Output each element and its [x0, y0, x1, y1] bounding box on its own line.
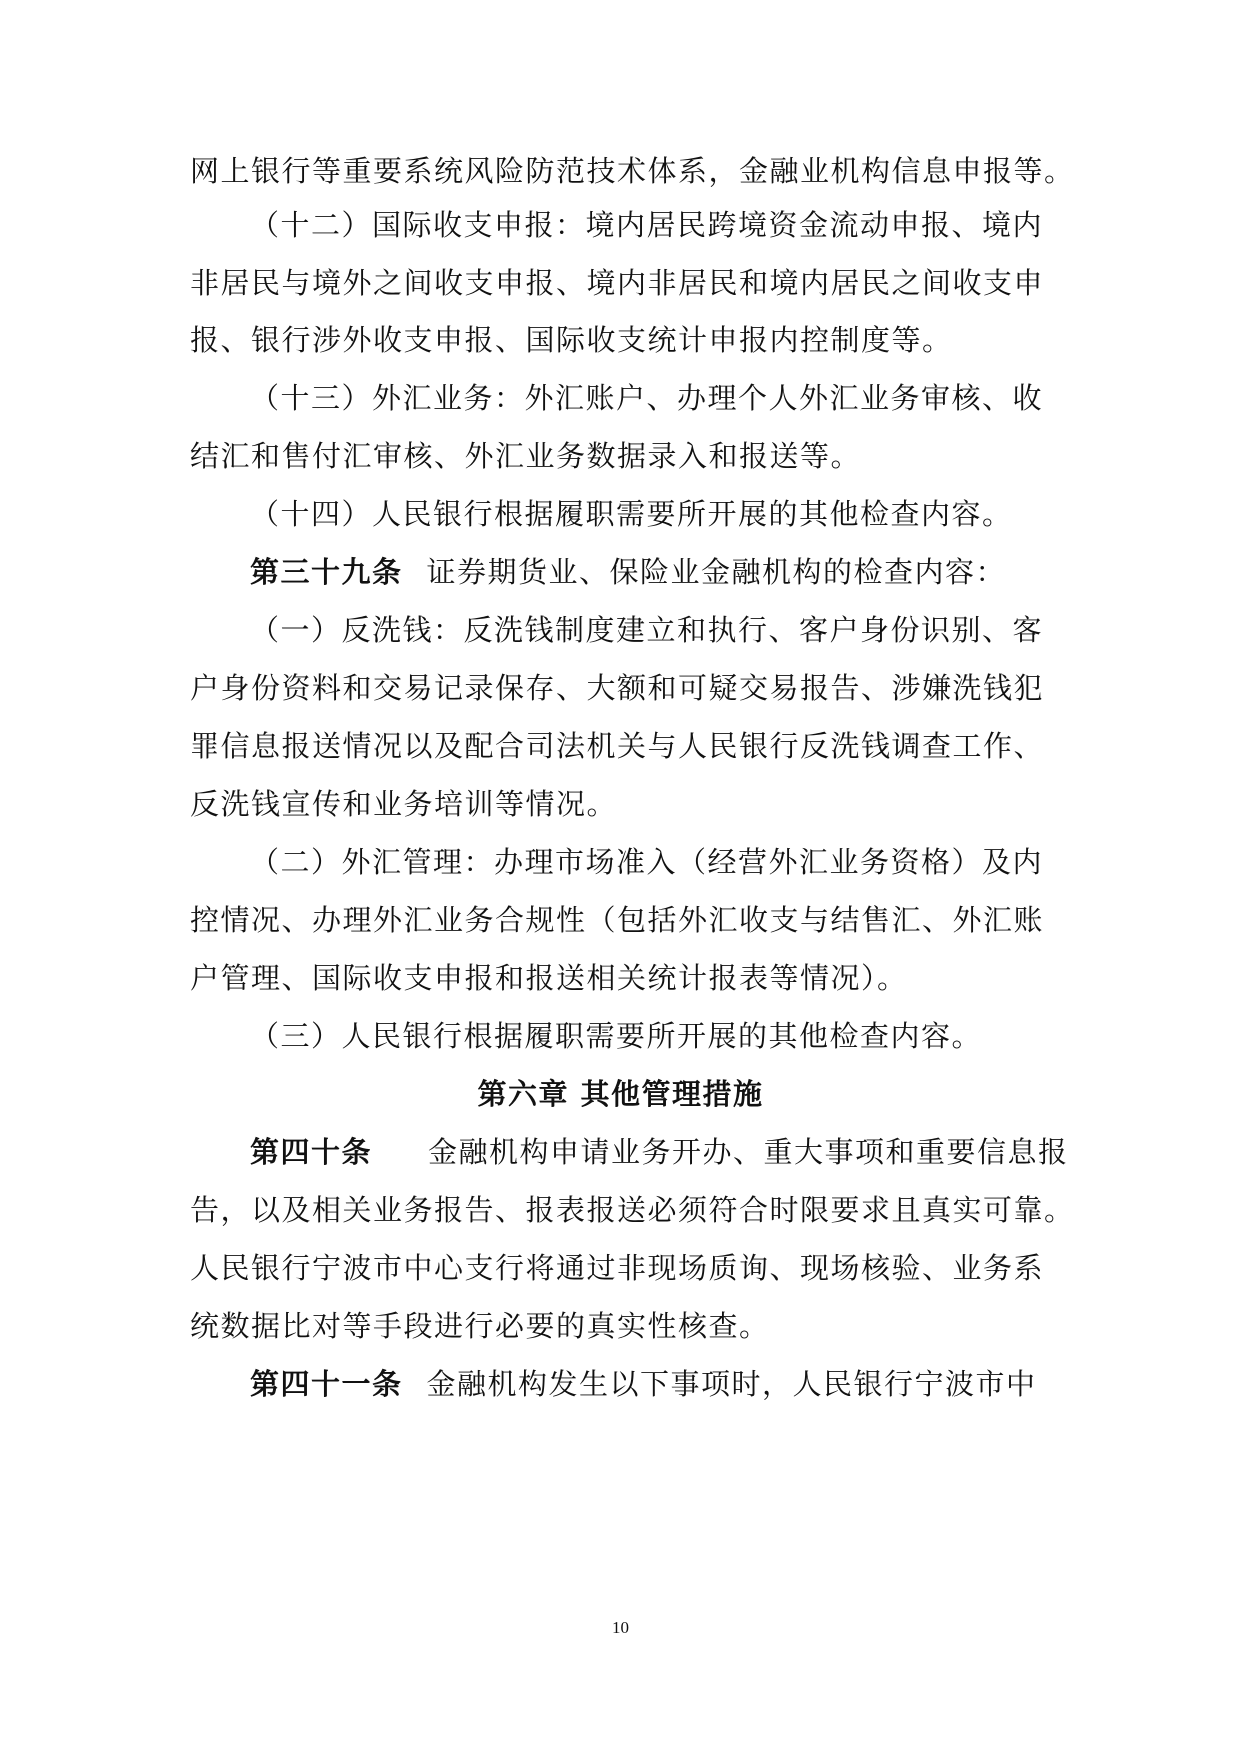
article-41	[250, 1364, 1070, 1404]
paragraph-line: 结汇和售付汇审核、外汇业务数据录入和报送等。	[190, 439, 862, 473]
article-40	[250, 1132, 1070, 1172]
article-label: 第四十一条	[250, 1367, 403, 1401]
paragraph-line: 报、银行涉外收支申报、国际收支统计申报内控制度等。	[190, 323, 953, 357]
article-text: 证券期货业、保险业金融机构的检查内容：	[426, 555, 1007, 589]
paragraph-line: 户管理、国际收支申报和报送相关统计报表等情况）。	[190, 961, 908, 995]
paragraph-line: 统数据比对等手段进行必要的真实性核查。	[190, 1309, 770, 1343]
paragraph-line: （一）反洗钱：反洗钱制度建立和执行、客户身份识别、客	[250, 613, 1044, 647]
paragraph-line: 非居民与境外之间收支申报、境内非居民和境内居民之间收支申	[190, 266, 1045, 300]
article-text: 金融机构申请业务开办、重大事项和重要信息报	[428, 1135, 1069, 1169]
page-number: 10	[612, 1618, 629, 1637]
paragraph-line: （十四）人民银行根据履职需要所开展的其他检查内容。	[250, 497, 1013, 531]
paragraph-line: 户身份资料和交易记录保存、大额和可疑交易报告、涉嫌洗钱犯	[190, 671, 1045, 705]
paragraph-line: （十三）外汇业务：外汇账户、办理个人外汇业务审核、收	[250, 381, 1044, 415]
paragraph-line: 罪信息报送情况以及配合司法机关与人民银行反洗钱调查工作、	[190, 729, 1045, 763]
article-39	[250, 552, 1070, 592]
paragraph-line: 控情况、办理外汇业务合规性（包括外汇收支与结售汇、外汇账	[190, 903, 1045, 937]
paragraph-line: （二）外汇管理：办理市场准入（经营外汇业务资格）及内	[250, 845, 1044, 879]
article-label: 第三十九条	[250, 555, 403, 589]
article-text: 金融机构发生以下事项时，人民银行宁波市中	[426, 1367, 1037, 1401]
paragraph-line: 告，以及相关业务报告、报表报送必须符合时限要求且真实可靠。	[190, 1193, 1075, 1227]
paragraph-line: 网上银行等重要系统风险防范技术体系，金融业机构信息申报等。	[190, 154, 1075, 188]
paragraph-line: 人民银行宁波市中心支行将通过非现场质询、现场核验、业务系	[190, 1251, 1045, 1285]
paragraph-line: （十二）国际收支申报：境内居民跨境资金流动申报、境内	[250, 208, 1044, 242]
article-label: 第四十条	[250, 1135, 373, 1169]
paragraph-line: （三）人民银行根据履职需要所开展的其他检查内容。	[250, 1019, 983, 1053]
chapter-heading: 第六章 其他管理措施	[477, 1077, 764, 1111]
paragraph-line: 反洗钱宣传和业务培训等情况。	[190, 787, 618, 821]
